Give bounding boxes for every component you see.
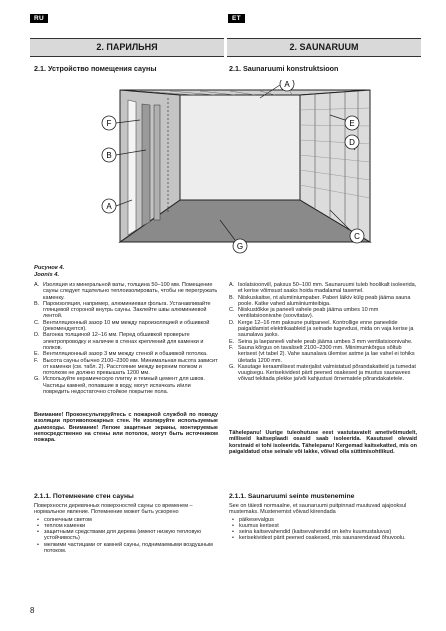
callout-a-left <box>102 199 116 213</box>
list-item: • kuumus kerisest <box>229 523 417 529</box>
list-item: B. Пароизоляция, например, алюминиевая фольга. Устанавливайте глянцевой стороной внутрь сауны. Заклейте швы алюминиевой лентой. <box>34 300 211 320</box>
list-item: • päikesevalgus <box>229 517 417 523</box>
callout-g <box>233 239 247 253</box>
list-item: A. Isolatsioonvill, paksus 50–100 mm. Saunaruumi tuleb hoolikalt isoleerida, et kerise võimsust saaks hoida madalamal tasemel. <box>229 282 417 295</box>
list-item: F. Sauna kõrgus on tavaliselt 2100–2300 mm. Miinimumkõrgus sõltub kerisest (vt tabel 2). Vahe saunalava ülemise astme ja lae vahel ei tohiks ületada 1200 mm. <box>229 344 415 364</box>
vapor-barrier-left <box>142 104 150 226</box>
svg-text:F: F <box>106 119 112 128</box>
list-item: • солнечным светом <box>34 517 220 523</box>
bullet-list-et <box>229 517 417 542</box>
svg-text:A: A <box>106 202 112 211</box>
list-item: E. Вентиляционный зазор 3 мм между стеной и обшивкой потолка. <box>34 351 208 358</box>
ru-legend-list <box>34 282 218 408</box>
list-item: • мелкими частицами от камней сауны, поднимаемыми воздушным потоком. <box>34 542 220 555</box>
section-header-row <box>30 38 421 57</box>
list-item: • kerisekividest pärit peened osakesed, mis saunarendavad õhuvoolu. <box>229 535 417 541</box>
section-heading-ru: 2. ПАРИЛЬНЯ <box>30 38 224 57</box>
svg-text:D: D <box>349 138 355 147</box>
list-item: C. Niiskustõkke ja paneeli vahele peab jääma umbes 10 mm ventilatsioonivahe (soovitatav). <box>229 307 379 320</box>
list-item: A. Изоляция из минеральной ваты, толщина 50–100 мм. Помещение сауны следует тщательно теплоизолировать, чтобы не перегружать каменку. <box>34 282 218 301</box>
insulation-left <box>128 100 136 235</box>
list-item: F. Высота сауны обычно 2100–2300 мм. Минимальная высота зависит от каменки (см. табл. 2). Расстояние между верхним полком и потолком не должно превышать 1200 мм. <box>34 357 218 377</box>
paragraph-ru: Поверхности деревянных поверхностей сауны со временем – нормальное явление. Потемнение может быть ускорено <box>34 503 193 516</box>
list-item: G. Kasutage keraamilisest materjalist valmistatud põrandakatteid ja tumedat vuugisegu. Kerisekividest pärit peened osakesed ja mustus saunavees võivad tekitada plekke ja/või kahjustusi õrnematele põrandakatetele. <box>229 363 416 383</box>
subheading-et: 2.1. Saunaruumi konstruktsioon <box>229 64 339 73</box>
sauna-diagram <box>30 80 421 275</box>
figure-caption <box>34 265 64 279</box>
svg-text:C: C <box>354 232 360 241</box>
callout-d <box>345 135 359 149</box>
subsection-title-ru: 2.1.1. Потемнение стен сауны <box>34 493 134 500</box>
left-stud <box>154 105 160 220</box>
figure-caption-ru: Рисунок 4. <box>34 265 65 271</box>
list-item: D. Kerge 12–16 mm paksune puitpaneel. Kontrollige enne paneelide paigaldamist elektrikaableid ja seinade tugevdusi, mida on vaja kerise ja saunalava jaoks. <box>229 319 414 339</box>
svg-text:E: E <box>349 119 355 128</box>
list-item: • seina kaitsevahendid (kaitsevahendid on kehv kuumustaluvus) <box>229 529 417 535</box>
page-number: 8 <box>30 606 35 615</box>
callout-b <box>102 148 116 162</box>
subsection-title-et: 2.1.1. Saunaruumi seinte mustenemine <box>229 493 355 500</box>
bullet-list-ru <box>34 517 220 555</box>
figure-caption-et: Joonis 4. <box>34 272 60 278</box>
list-item: D. Вагонка толщиной 12–16 мм. Перед обшивкой проверьте электропроводку и наличие в стенах креплений для каменки и полков. <box>34 332 204 351</box>
darkening-text-ru <box>34 503 220 554</box>
list-item: • защитными средствами для дерева (имеют низкую тепловую устойчивость) <box>34 529 220 542</box>
callout-e <box>345 116 359 130</box>
callout-a-top <box>280 80 294 91</box>
section-heading-et: 2. SAUNARUUM <box>227 38 421 57</box>
svg-text:B: B <box>106 151 112 160</box>
callout-c <box>350 229 364 243</box>
darkening-text-et <box>229 503 417 542</box>
list-item: C. Вентиляционный зазор 10 мм между пароизоляцией и обшивкой (рекомендуется). <box>34 319 210 333</box>
list-item: E. Seina ja laepaneeli vahele peab jääma umbes 3 mm ventilatsioonivahe. <box>229 338 413 345</box>
paragraph-et: See on täiesti normaalne, et saunaruumi puitpinnad muutuvad ajajooksul mustemaks. Mustenemist võivad kiirendada <box>229 503 407 516</box>
language-tag-et: ET <box>228 14 245 23</box>
subheading-ru: 2.1. Устройство помещения сауны <box>34 64 157 73</box>
language-tag-ru: RU <box>30 14 48 23</box>
warning-ru: Внимание! Проконсультируйтесь с пожарной службой по поводу изоляции противопожарных стен. Не изолируйте используемые дымоходы. Внимание! Легкие защитные экраны, монтируемые непосредственно на стены или потолок, могут быть источником пожара. <box>34 412 218 444</box>
sauna-construction-figure <box>30 80 421 275</box>
list-item: B. Niiskuskaitse, nt alumiiniumpaber. Paberi läikiv külg peab jääma sauna poole. Katke vahed alumiiniumteibiga. <box>229 294 411 307</box>
et-legend-list <box>229 282 417 383</box>
svg-text:G: G <box>236 242 244 251</box>
list-item: • теплом каменки <box>34 523 220 529</box>
list-item: G. Используйте керамическую плитку и темный цемент для швов. Частицы камней, попавшие в воду, могут испачкать и/или повредить недостаточно стойкое покрытие пола. <box>34 376 205 396</box>
svg-text:A: A <box>284 80 290 89</box>
callout-f <box>102 116 116 130</box>
back-wall <box>180 95 300 200</box>
warning-et: Tähelepanu! Uurige tuleohutuse eest vastutavatelt ametivõimudelt, milliseid kaitseplaadi osasid saab isoleerida. Kasutusel olevaid korstnaid ei tohi isoleerida. Tähelepanu! Kergemad kaitsekatted, mis on paigaldatud otse seinale või lakke, võivad olla süttimisohtlikud. <box>229 430 417 455</box>
